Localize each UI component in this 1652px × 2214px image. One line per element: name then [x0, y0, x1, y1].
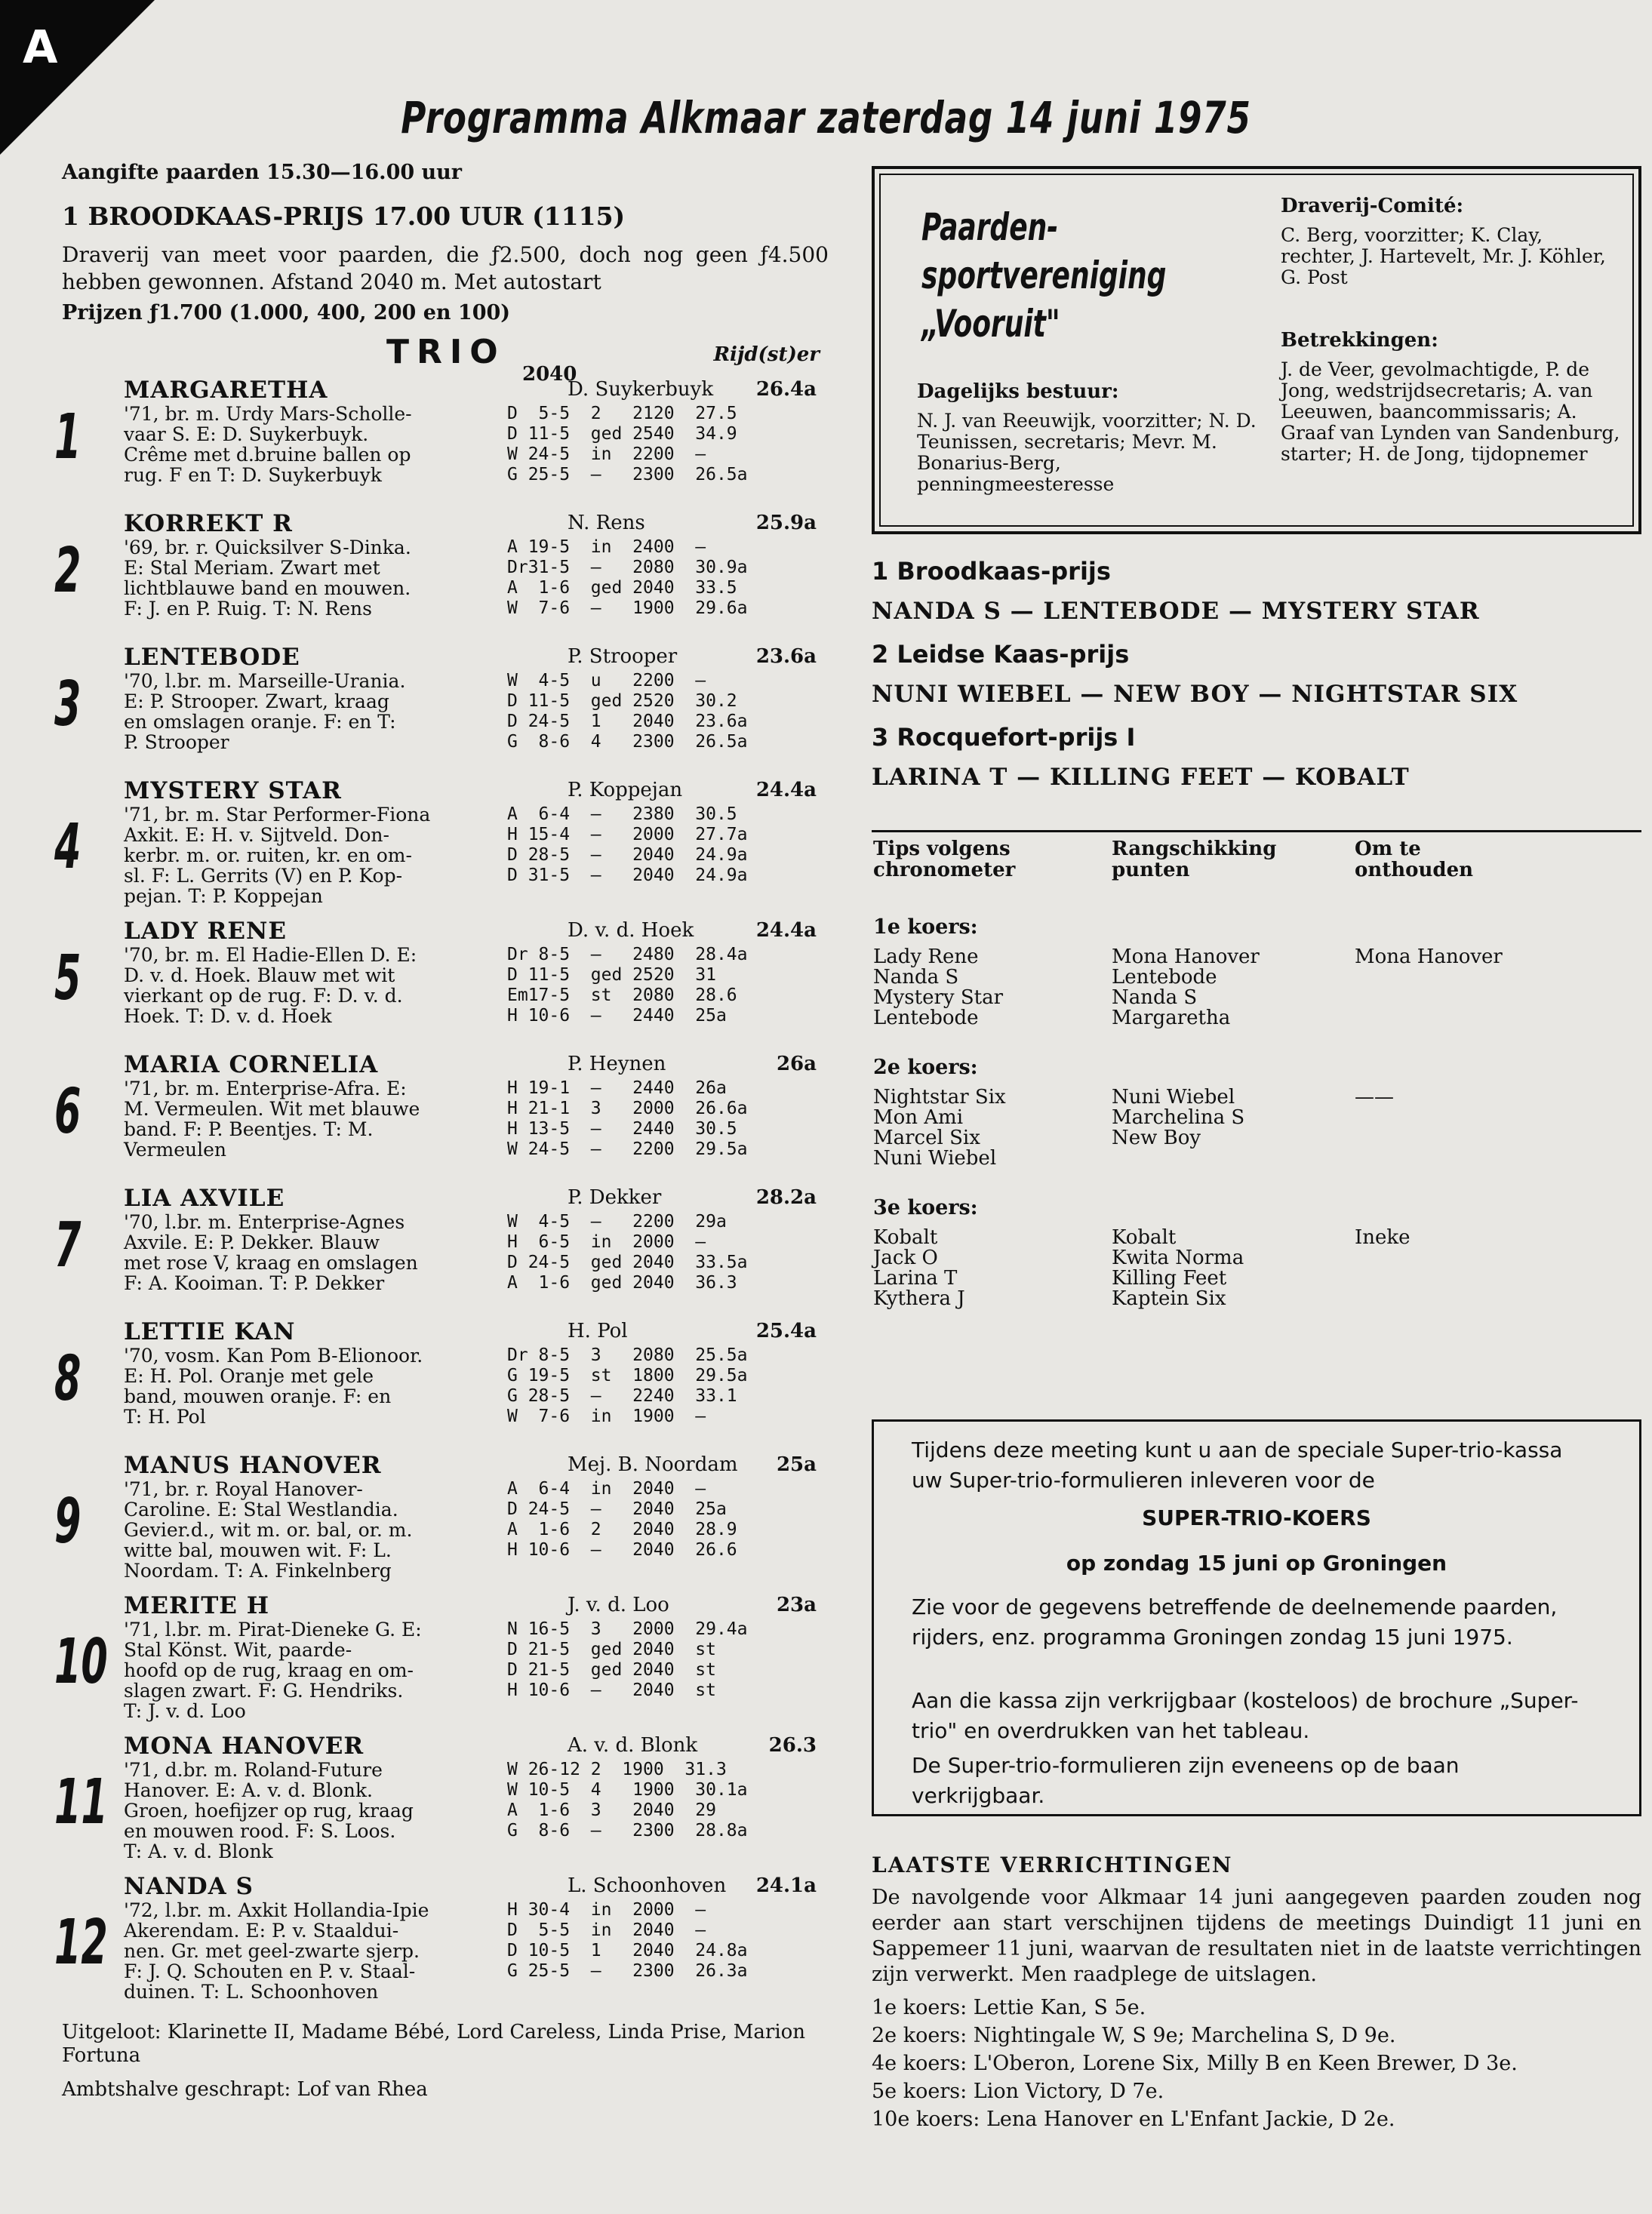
horse-performances	[507, 945, 832, 1026]
tips-entry: Kaptein Six	[1112, 1287, 1226, 1310]
horse-driver: D. v. d. Hoek	[568, 919, 694, 942]
tips-entry: New Boy	[1112, 1127, 1201, 1149]
race-heading: 1 BROODKAAS-PRIJS 17.00 UUR (1115)	[62, 201, 626, 231]
tips-entry: Kythera J	[873, 1287, 965, 1310]
horse-entry	[54, 918, 829, 1051]
description-line: duinen. T: L. Schoonhoven	[124, 1981, 379, 2003]
horse-driver: A. v. d. Blonk	[568, 1734, 698, 1757]
performance-line: A 1-6 ged 2040 33.5	[507, 578, 737, 598]
description-line: vierkant op de rug. F: D. v. d.	[124, 985, 403, 1007]
description-line: '71, br. m. Star Performer-Fiona	[124, 804, 431, 826]
tips-header-line: onthouden	[1355, 859, 1474, 881]
right-column	[872, 166, 1641, 2133]
horse-entry	[54, 1185, 829, 1318]
horse-name: NANDA S	[124, 1873, 254, 1900]
description-line: band, mouwen oranje. F: en	[124, 1385, 392, 1407]
performance-line: A 6-4 in 2040 —	[507, 1479, 706, 1499]
horse-performances	[507, 804, 832, 886]
description-line: Axvile. E: P. Dekker. Blauw	[124, 1232, 380, 1253]
performance-line: G 19-5 st 1800 29.5a	[507, 1366, 748, 1385]
performance-line: A 1-6 3 2040 29	[507, 1800, 716, 1820]
description-line: '71, br. m. Urdy Mars-Scholle-	[124, 403, 412, 425]
horse-entry	[54, 1873, 829, 2013]
description-line: Akerendam. E: P. v. Staaldui-	[124, 1920, 399, 1942]
performance-line: W 4-5 u 2200 —	[507, 671, 706, 690]
trio-label: TRIO	[386, 333, 506, 371]
horse-number: 9	[54, 1486, 82, 1557]
super-trio-intro: Tijdens deze meeting kunt u aan de speciale Super-trio-kassa uw Super-trio-formulieren inleveren voor de	[912, 1438, 1563, 1493]
tips-section-label: 2e koers:	[873, 1056, 978, 1079]
super-trio-title: SUPER-TRIO-KOERS	[1142, 1505, 1371, 1530]
super-trio-box	[872, 1419, 1641, 1816]
description-line: '69, br. r. Quicksilver S-Dinka.	[124, 537, 411, 558]
description-line: Vermeulen	[124, 1139, 226, 1161]
description-line: '70, l.br. m. Marseille-Urania.	[124, 670, 406, 692]
horse-name: MANUS HANOVER	[124, 1452, 382, 1479]
tips-entry: Kwita Norma	[1112, 1247, 1244, 1269]
laatste-item: 10e koers: Lena Hanover en L'Enfant Jackie, D 2e.	[872, 2108, 1395, 2131]
comite-text: C. Berg, voorzitter; K. Clay, rechter, J. Hartevelt, Mr. J. Köhler, G. Post	[1281, 224, 1606, 288]
performance-line: A 1-6 2 2040 28.9	[507, 1520, 737, 1539]
horse-driver: J. v. d. Loo	[568, 1594, 669, 1616]
performance-line: G 25-5 — 2300 26.3a	[507, 1961, 748, 1981]
tips-header-line: Tips volgens	[873, 838, 1011, 860]
description-line: F: J. Q. Schouten en P. v. Staal-	[124, 1960, 416, 1982]
horse-driver: L. Schoonhoven	[568, 1874, 727, 1897]
horse-performances	[507, 671, 832, 752]
performance-line: H 21-1 3 2000 26.6a	[507, 1099, 748, 1118]
description-line: T: A. v. d. Blonk	[124, 1840, 273, 1862]
performance-line: D 11-5 ged 2540 34.9	[507, 424, 737, 444]
performance-line: D 5-5 2 2120 27.5	[507, 404, 737, 423]
corner-letter: A	[23, 21, 58, 74]
horse-number: 10	[54, 1626, 108, 1698]
description-line: en mouwen rood. F: S. Loos.	[124, 1820, 396, 1842]
tips-column	[1112, 947, 1260, 1029]
horse-performances	[507, 1479, 832, 1561]
page-title: Programma Alkmaar zaterdag 14 juni 1975	[401, 92, 1251, 143]
performance-line: G 28-5 — 2240 33.1	[507, 1386, 737, 1406]
description-line: '71, l.br. m. Pirat-Dieneke G. E:	[124, 1619, 422, 1641]
tips-header-line: punten	[1112, 859, 1190, 881]
super-trio-text-2: Aan die kassa zijn verkrijgbaar (kosteloos) de brochure „Super-trio" en overdrukken van het tableau.	[912, 1688, 1579, 1743]
laatste-item: 5e koers: Lion Victory, D 7e.	[872, 2080, 1164, 2103]
laatste-item: 2e koers: Nightingale W, S 9e; Marchelina S, D 9e.	[872, 2024, 1396, 2047]
performance-line: H 15-4 — 2000 27.7a	[507, 825, 748, 844]
horse-number: 6	[54, 1076, 82, 1148]
performance-line: D 24-5 1 2040 23.6a	[507, 712, 748, 731]
horse-rating: 25.4a	[755, 1320, 817, 1342]
horse-number: 4	[54, 811, 82, 883]
tips-column	[1112, 1228, 1244, 1309]
laatste-list	[872, 1994, 1641, 2133]
tips-column	[1355, 947, 1503, 967]
description-line: en omslagen oranje. F: en T:	[124, 711, 396, 733]
horse-rating: 26.3	[768, 1734, 817, 1757]
horse-description	[124, 1212, 516, 1293]
performance-line: D 21-5 ged 2040 st	[507, 1640, 716, 1659]
horse-entry	[54, 1318, 829, 1452]
super-trio-subtitle: op zondag 15 juni op Groningen	[1066, 1551, 1447, 1576]
race-prizes: Prijzen ƒ1.700 (1.000, 400, 200 en 100)	[62, 301, 511, 324]
description-line: T: J. v. d. Loo	[124, 1700, 246, 1722]
description-line: witte bal, mouwen wit. F: L.	[124, 1539, 392, 1561]
tips-entry: Mona Hanover	[1112, 946, 1260, 968]
performance-line: H 10-6 — 2040 26.6	[507, 1540, 737, 1560]
performance-line: G 8-6 — 2300 28.8a	[507, 1821, 748, 1840]
tips-entry: ——	[1355, 1086, 1394, 1109]
horse-description	[124, 1345, 516, 1427]
tips-entry: Mystery Star	[873, 986, 1004, 1009]
tips-column	[1355, 1087, 1394, 1108]
performance-line: D 28-5 — 2040 24.9a	[507, 845, 748, 865]
description-line: F: J. en P. Ruig. T: N. Rens	[124, 598, 372, 620]
tips-entry: Lentebode	[873, 1007, 979, 1029]
horse-performances	[507, 537, 832, 619]
tips-entry: Lady Rene	[873, 946, 979, 968]
tips-column	[873, 947, 1003, 1029]
vereniging-box	[872, 166, 1641, 534]
tips-header-line: Rangschikking	[1112, 838, 1277, 860]
tips-entry: Kobalt	[873, 1226, 938, 1249]
vereniging-name-line: sportvereniging	[921, 254, 1167, 297]
horse-driver: N. Rens	[568, 512, 645, 534]
horse-entry	[54, 1592, 829, 1733]
performance-line: H 13-5 — 2440 30.5	[507, 1119, 737, 1139]
performance-line: H 19-1 — 2440 26a	[507, 1078, 727, 1098]
horse-description	[124, 1479, 516, 1581]
performance-line: D 24-5 — 2040 25a	[507, 1499, 727, 1519]
uitgeloot-text: Uitgeloot: Klarinette II, Madame Bébé, Lord Careless, Linda Prise, Marion Fortuna	[62, 2021, 806, 2067]
horse-name: MYSTERY STAR	[124, 777, 342, 804]
horse-name: MARGARETHA	[124, 377, 328, 404]
tips-entry: Nanda S	[1112, 986, 1198, 1009]
performance-line: D 31-5 — 2040 24.9a	[507, 866, 748, 885]
geschrapt-text: Ambtshalve geschrapt: Lof van Rhea	[62, 2078, 428, 2101]
horse-rating: 28.2a	[755, 1186, 817, 1209]
tips-column	[873, 1087, 1006, 1169]
tips-entry: Mon Ami	[873, 1106, 964, 1129]
horse-name: LENTEBODE	[124, 644, 300, 671]
horse-number: 8	[54, 1343, 82, 1415]
description-line: T: H. Pol	[124, 1406, 206, 1428]
tips-entry: Killing Feet	[1112, 1267, 1227, 1290]
race-distance: 2040	[522, 363, 577, 386]
performance-line: A 19-5 in 2400 —	[507, 537, 706, 557]
horse-entry	[54, 1733, 829, 1873]
horse-performances	[507, 1078, 832, 1160]
performance-line: G 25-5 — 2300 26.5a	[507, 465, 748, 484]
horse-driver: P. Strooper	[568, 645, 678, 668]
horse-name: MONA HANOVER	[124, 1733, 365, 1760]
description-line: band. F: P. Beentjes. T: M.	[124, 1118, 374, 1140]
description-line: Caroline. E: Stal Westlandia.	[124, 1499, 398, 1521]
vereniging-name-line: Paarden-	[921, 205, 1059, 249]
tips-section-label: 3e koers:	[873, 1196, 978, 1219]
description-line: '71, d.br. m. Roland-Future	[124, 1759, 383, 1781]
description-line: P. Strooper	[124, 731, 229, 753]
description-line: '70, vosm. Kan Pom B-Elionoor.	[124, 1345, 423, 1367]
horse-description	[124, 945, 516, 1026]
performance-line: H 10-6 — 2040 st	[507, 1680, 716, 1700]
horse-entry	[54, 510, 829, 644]
horse-driver: P. Heynen	[568, 1053, 666, 1075]
performance-line: W 4-5 — 2200 29a	[507, 1212, 727, 1232]
horse-list	[54, 363, 829, 2013]
description-line: hoofd op de rug, kraag en om-	[124, 1659, 414, 1681]
performance-line: Dr 8-5 — 2480 28.4a	[507, 945, 748, 964]
vereniging-name	[921, 203, 1166, 348]
horse-entry	[54, 1051, 829, 1185]
trio-header	[62, 328, 829, 377]
description-line: pejan. T: P. Koppejan	[124, 885, 323, 907]
race-program	[54, 160, 829, 2102]
tips-entry: Ineke	[1355, 1226, 1411, 1249]
description-line: Groen, hoefijzer op rug, kraag	[124, 1800, 414, 1822]
description-line: E: H. Pol. Oranje met gele	[124, 1365, 374, 1387]
horse-performances	[507, 1619, 832, 1701]
pick-race-heading: 2 Leidse Kaas-prijs	[872, 640, 1130, 669]
pick-horses: NANDA S — LENTEBODE — MYSTERY STAR	[872, 598, 1480, 625]
description-line: E: Stal Meriam. Zwart met	[124, 557, 380, 579]
horse-rating: 24.4a	[755, 779, 817, 801]
tips-entry: Mona Hanover	[1355, 946, 1503, 968]
description-line: Axkit. E: H. v. Sijtveld. Don-	[124, 824, 389, 846]
horse-rating: 25.9a	[755, 512, 817, 534]
description-line: Crême met d.bruine ballen op	[124, 444, 411, 466]
horse-entry	[54, 1452, 829, 1592]
horse-description	[124, 1619, 516, 1721]
performance-line: W 26-12 2 1900 31.3	[507, 1760, 727, 1779]
performance-line: Dr31-5 — 2080 30.9a	[507, 558, 748, 577]
bestuur-label: Dagelijks bestuur:	[917, 380, 1119, 403]
horse-entry	[54, 644, 829, 777]
betrekkingen-label: Betrekkingen:	[1281, 329, 1438, 352]
horse-driver: Mej. B. Noordam	[568, 1453, 738, 1476]
aangifte-text: Aangifte paarden 15.30—16.00 uur	[62, 161, 463, 184]
horse-driver: P. Dekker	[568, 1186, 662, 1209]
description-line: E: P. Strooper. Zwart, kraag	[124, 690, 389, 712]
horse-rating: 26a	[776, 1053, 817, 1075]
comite-label: Draverij-Comité:	[1281, 195, 1464, 217]
horse-rating: 23.6a	[755, 645, 817, 668]
horse-number: 5	[54, 942, 82, 1014]
performance-line: H 30-4 in 2000 —	[507, 1900, 706, 1920]
super-trio-text-3: De Super-trio-formulieren zijn eveneens op de baan verkrijgbaar.	[912, 1753, 1460, 1808]
horse-rating: 23a	[776, 1594, 817, 1616]
description-line: '71, br. r. Royal Hanover-	[124, 1478, 363, 1500]
bestuur-text: N. J. van Reeuwijk, voorzitter; N. D. Teunissen, secretaris; Mevr. M. Bonarius-Berg, penningmeesteresse	[917, 410, 1257, 495]
performance-line: W 24-5 — 2200 29.5a	[507, 1139, 748, 1159]
super-trio-text-1: Zie voor de gegevens betreffende de deelnemende paarden, rijders, enz. programma Groningen zondag 15 juni 1975.	[912, 1594, 1558, 1650]
performance-line: H 6-5 in 2000 —	[507, 1232, 706, 1252]
tips-entry: Marcel Six	[873, 1127, 980, 1149]
tips-entry: Nuni Wiebel	[873, 1147, 997, 1170]
description-line: sl. F: L. Gerrits (V) en P. Kop-	[124, 865, 403, 887]
horse-number: 2	[54, 535, 82, 607]
description-line: rug. F en T: D. Suykerbuyk	[124, 464, 382, 486]
horse-name: LIA AXVILE	[124, 1185, 285, 1212]
horse-rating: 24.1a	[755, 1874, 817, 1897]
horse-performances	[507, 1212, 832, 1293]
performance-line: D 21-5 ged 2040 st	[507, 1660, 716, 1680]
horse-number: 3	[54, 669, 82, 740]
description-line: '72, l.br. m. Axkit Hollandia-Ipie	[124, 1899, 429, 1921]
description-line: F: A. Kooiman. T: P. Dekker	[124, 1272, 385, 1294]
horse-driver: H. Pol	[568, 1320, 628, 1342]
horse-description	[124, 671, 516, 752]
tips-column-header	[1112, 838, 1276, 881]
rijder-label: Rijd(st)er	[713, 343, 820, 366]
performance-line: Dr 8-5 3 2080 25.5a	[507, 1345, 748, 1365]
tips-table	[872, 830, 1641, 1398]
description-line: Stal Könst. Wit, paarde-	[124, 1639, 352, 1661]
pick-race-heading: 1 Broodkaas-prijs	[872, 557, 1111, 586]
tips-entry: Nuni Wiebel	[1112, 1086, 1235, 1109]
horse-number: 7	[54, 1210, 82, 1281]
pick-horses: LARINA T — KILLING FEET — KOBALT	[872, 764, 1410, 791]
vereniging-name-line: „Vooruit"	[921, 302, 1060, 346]
tips-section-label: 1e koers:	[873, 915, 978, 939]
horse-performances	[507, 1760, 832, 1841]
performance-line: Em17-5 st 2080 28.6	[507, 986, 737, 1005]
performance-line: A 1-6 ged 2040 36.3	[507, 1273, 737, 1293]
betrekkingen-text: J. de Veer, gevolmachtigde, P. de Jong, wedstrijdsecretaris; A. van Leeuwen, baancommissaris; A. Graaf van Lynden van Sandenburg, starter; H. de Jong, tijdopnemer	[1281, 358, 1620, 465]
tips-entry: Margaretha	[1112, 1007, 1231, 1029]
laatste-item: 1e koers: Lettie Kan, S 5e.	[872, 1996, 1146, 2019]
description-line: Noordam. T: A. Finkelnberg	[124, 1560, 392, 1582]
horse-performances	[507, 404, 832, 485]
performance-line: D 11-5 ged 2520 31	[507, 965, 716, 985]
laatste-heading: LAATSTE VERRICHTINGEN	[872, 1853, 1233, 1877]
tips-column	[1355, 1228, 1411, 1248]
laatste-text: De navolgende voor Alkmaar 14 juni aangegeven paarden zouden nog eerder aan start verschijnen tijdens de meetings Duindigt 11 juni en Sappemeer 11 juni, waarvan de resultaten niet in de laatste verrichtingen zijn verwerkt. Men raadplege de uitslagen.	[872, 1886, 1641, 1986]
description-line: met rose V, kraag en omslagen	[124, 1252, 418, 1274]
description-line: kerbr. m. or. ruiten, kr. en om-	[124, 844, 412, 866]
performance-line: D 5-5 in 2040 —	[507, 1920, 706, 1940]
performance-line: A 6-4 — 2380 30.5	[507, 804, 737, 824]
horse-number: 1	[54, 401, 82, 473]
performance-line: H 10-6 — 2440 25a	[507, 1006, 727, 1026]
description-line: Gevier.d., wit m. or. bal, or. m.	[124, 1519, 413, 1541]
horse-performances	[507, 1900, 832, 1982]
horse-description	[124, 804, 516, 906]
horse-name: KORREKT R	[124, 510, 293, 537]
performance-line: W 7-6 in 1900 —	[507, 1407, 706, 1426]
tips-entry: Marchelina S	[1112, 1106, 1245, 1129]
tips-header-line: Om te	[1355, 838, 1421, 860]
horse-name: MERITE H	[124, 1592, 269, 1619]
horse-name: LADY RENE	[124, 918, 288, 945]
description-line: '70, br. m. El Hadie-Ellen D. E:	[124, 944, 417, 966]
tips-entry: Nightstar Six	[873, 1086, 1006, 1109]
description-line: '70, l.br. m. Enterprise-Agnes	[124, 1211, 405, 1233]
performance-line: D 24-5 ged 2040 33.5a	[507, 1253, 748, 1272]
horse-driver: P. Koppejan	[568, 779, 683, 801]
horse-description	[124, 537, 516, 619]
performance-line: W 7-6 — 1900 29.6a	[507, 598, 748, 618]
tips-column-header	[1355, 838, 1473, 881]
performance-line: W 24-5 in 2200 —	[507, 444, 706, 464]
horse-description	[124, 404, 516, 485]
horse-rating: 25a	[776, 1453, 817, 1476]
performance-line: N 16-5 3 2000 29.4a	[507, 1619, 748, 1639]
tips-entry: Lentebode	[1112, 966, 1217, 989]
picks-list	[872, 557, 1641, 791]
description-line: vaar S. E: D. Suykerbuyk.	[124, 423, 369, 445]
description-line: Hanover. E: A. v. d. Blonk.	[124, 1779, 374, 1801]
description-line: slagen zwart. F: G. Hendriks.	[124, 1680, 404, 1702]
horse-entry	[54, 777, 829, 918]
horse-description	[124, 1900, 516, 2002]
description-line: nen. Gr. met geel-zwarte sjerp.	[124, 1940, 420, 1962]
horse-driver: D. Suykerbuyk	[568, 378, 714, 401]
horse-performances	[507, 1345, 832, 1427]
performance-line: G 8-6 4 2300 26.5a	[507, 732, 748, 752]
description-line: Hoek. T: D. v. d. Hoek	[124, 1005, 332, 1027]
pick-race-heading: 3 Rocquefort-prijs I	[872, 723, 1136, 752]
horse-number: 12	[54, 1907, 108, 1979]
performance-line: D 11-5 ged 2520 30.2	[507, 691, 737, 711]
performance-line: W 10-5 4 1900 30.1a	[507, 1780, 748, 1800]
tips-column	[1112, 1087, 1244, 1149]
tips-column-header	[873, 838, 1015, 881]
description-line: D. v. d. Hoek. Blauw met wit	[124, 964, 395, 986]
horse-rating: 24.4a	[755, 919, 817, 942]
race-conditions: Draverij van meet voor paarden, die ƒ2.500, doch nog geen ƒ4.500 hebben gewonnen. Afstand 2040 m. Met autostart	[62, 242, 829, 294]
tips-entry: Kobalt	[1112, 1226, 1177, 1249]
tips-entry: Jack O	[873, 1247, 938, 1269]
horse-entry	[54, 363, 829, 510]
horse-description	[124, 1078, 516, 1160]
horse-description	[124, 1760, 516, 1862]
tips-column	[873, 1228, 965, 1309]
tips-entry: Larina T	[873, 1267, 958, 1290]
horse-rating: 26.4a	[755, 378, 817, 401]
horse-number: 11	[54, 1767, 108, 1838]
horse-name: LETTIE KAN	[124, 1318, 296, 1345]
description-line: M. Vermeulen. Wit met blauwe	[124, 1098, 420, 1120]
laatste-item: 4e koers: L'Oberon, Lorene Six, Milly B en Keen Brewer, D 3e.	[872, 2052, 1518, 2075]
pick-horses: NUNI WIEBEL — NEW BOY — NIGHTSTAR SIX	[872, 681, 1518, 708]
horse-name: MARIA CORNELIA	[124, 1051, 379, 1078]
description-line: lichtblauwe band en mouwen.	[124, 577, 411, 599]
tips-header-line: chronometer	[873, 859, 1016, 881]
performance-line: D 10-5 1 2040 24.8a	[507, 1941, 748, 1960]
description-line: '71, br. m. Enterprise-Afra. E:	[124, 1078, 407, 1099]
tips-entry: Nanda S	[873, 966, 959, 989]
